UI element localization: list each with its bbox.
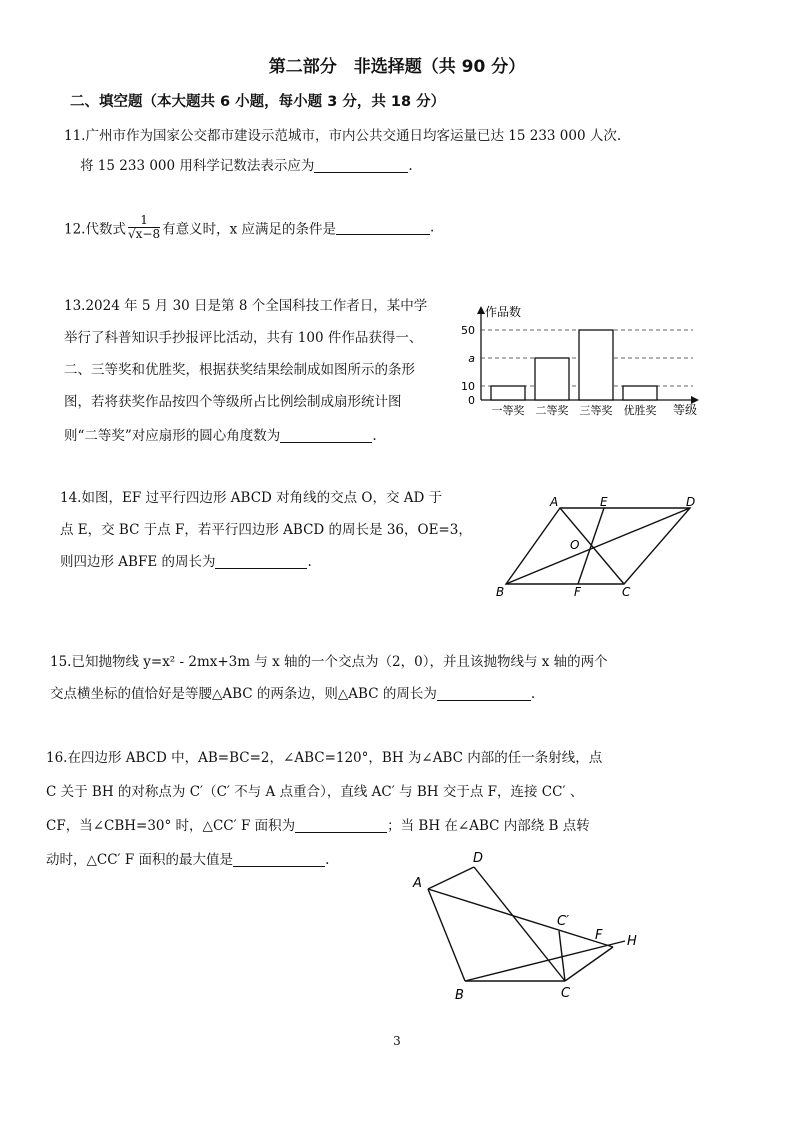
q12-numerator: 1 [128,214,160,228]
q15-line2 [50,682,535,702]
q15-line2-text: 交点横坐标的值恰好是等腰△ABC 的两条边，则△ABC 的周长为 [50,686,437,702]
q14-answer-blank [215,554,307,569]
q13-answer-blank [280,428,372,443]
q14-line1: 14.如图，EF 过平行四边形 ABCD 对角线的交点 O，交 AD 于 [60,490,443,506]
chart-ytick-label-1: 10 [461,380,475,393]
q16-line-acprime-f [428,889,613,947]
chart-x-axis-label: 等级 [673,403,698,417]
chart-bar-2 [579,330,613,400]
q16-ray-bh [465,941,625,981]
chart-y-axis-label: 作品数 [485,305,522,319]
q16-label-b: B [455,988,464,1003]
q16-line4 [46,848,329,868]
q12-answer-blank [336,220,430,235]
q14-label-b: B [496,585,505,598]
q15-answer-blank [437,686,531,701]
q14-line3-text: 则四边形 ABFE 的周长为 [60,554,216,570]
chart-xtick-label-0: 一等奖 [491,404,525,417]
chart-bar-0 [491,386,525,400]
q14-line3 [60,550,312,570]
chart-bar-3 [623,386,657,400]
q16-label-f: F [595,928,603,943]
q16-side-ab [428,889,465,981]
q16-label-cprime: C′ [557,914,570,929]
q13-line5-text: 则“二等奖”对应扇形的圆心角度数为 [64,428,281,444]
q16-period: . [325,852,330,868]
q14-line2: 点 E，交 BC 于点 F，若平行四边形 ABCD 的周长是 36，OE=3， [60,522,472,538]
chart-ytick-label-2: a [468,352,475,365]
q11-line2 [80,154,413,174]
q14-parallelogram-figure [490,494,710,598]
q16-line3 [46,814,590,834]
q11-answer-blank [314,158,408,173]
q14-label-a: A [550,495,559,509]
q13-line3: 二、三等奖和优胜奖，根据获奖结果绘制成如图所示的条形 [64,362,415,378]
q13-line4: 图，若将获奖作品按四个等级所占比例绘制成扇形统计图 [64,394,402,410]
q12-prefix: 12.代数式 [64,221,126,238]
q16-line4-text: 动时，△CC′ F 面积的最大值是 [46,852,234,868]
chart-ytick-label-3: 50 [461,324,475,337]
q13-line1: 13.2024 年 5 月 30 日是第 8 个全国科技工作者日，某中学 [64,298,428,314]
q14-label-f: F [574,585,581,598]
chart-xtick-label-3: 优胜奖 [623,404,657,417]
q16-line3a: CF，当∠CBH=30° 时，△CC′ F 面积为 [46,818,296,834]
q16-label-c: C [561,986,571,1001]
q12-suffix: 有意义时，x 应满足的条件是 [162,221,336,238]
part-title: 第二部分 非选择题（共 90 分） [268,57,526,77]
q12-denominator: √x−8 [127,227,161,241]
q14-period: . [307,554,312,570]
q14-label-o: O [570,538,580,552]
q16-label-d: D [473,851,484,866]
q16-line1: 16.在四边形 ABCD 中，AB=BC=2，∠ABC=120°，BH 为∠ABC 内部的任一条射线，点 [46,750,603,766]
chart-y-axis-arrow [477,306,485,314]
q16-segment-cf [565,947,613,981]
q11-line2-text: 将 15 233 000 用科学记数法表示应为 [80,158,315,174]
q12-line [64,214,434,241]
q16-line3b: ；当 BH 在∠ABC 内部绕 B 点转 [387,818,590,834]
q14-label-e: E [600,495,608,509]
q15-line1: 15.已知抛物线 y=x² - 2mx+3m 与 x 轴的一个交点为（2，0），并且该抛物线与 x 轴的两个 [50,654,608,670]
q16-label-h: H [627,934,637,949]
q11-line1: 11.广州市作为国家公交都市建设示范城市，市内公共交通日均客运量已达 15 233 000 人次. [64,128,622,144]
q12-fraction [128,214,160,241]
chart-bar-1 [535,358,569,400]
q16-answer-blank-2 [233,852,325,867]
q12-period: . [430,219,435,236]
section-heading: 二、填空题（本大题共 6 小题，每小题 3 分，共 18 分） [70,94,446,110]
q16-answer-blank-1 [295,818,387,833]
q11-period: . [408,158,413,174]
chart-xtick-label-1: 二等奖 [535,404,569,417]
q13-bar-chart [455,300,715,430]
q16-line2: C 关于 BH 的对称点为 C′（C′ 不与 A 点重合），直线 AC′ 与 BH 交于点 F，连接 CC′ 、 [46,784,584,800]
q14-segment-ef [578,508,604,584]
q16-label-a: A [413,876,422,891]
q13-period: . [372,428,377,444]
chart-ytick-label-0: 0 [468,394,475,407]
chart-xtick-label-2: 三等奖 [579,404,613,417]
q16-side-da [428,867,474,889]
q14-label-c: C [622,585,631,598]
q16-side-cd [474,867,565,981]
page-number: 3 [393,1034,401,1048]
q13-line5 [64,424,377,444]
q15-period: . [530,686,536,702]
q14-label-d: D [686,495,696,509]
q13-line2: 举行了科普知识手抄报评比活动，共有 100 件作品获得一、 [64,330,423,346]
q16-quadrilateral-figure [405,845,650,1005]
